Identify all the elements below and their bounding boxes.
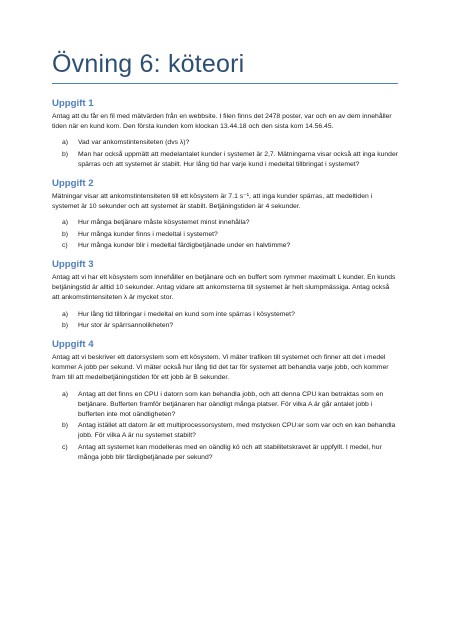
list-item-text: Hur lång tid tillbringar i medeltal en kund som inte spärras i kösystemet? — [78, 310, 295, 318]
section-uppgift-1 — [52, 98, 398, 170]
list-marker: b) — [62, 422, 69, 430]
list-item — [62, 443, 398, 463]
section-heading: Uppgift 2 — [52, 178, 94, 190]
section-heading: Uppgift 1 — [52, 98, 94, 109]
list-item-text: Hur många kunder finns i medeltal i systemet? — [78, 230, 218, 238]
list-item-text: Hur många betjänare måste kösystemet minst innehålla? — [78, 219, 250, 227]
list-item-text: Hur många kunder blir i medeltal färdigbetjänade under en halvtimme? — [78, 241, 291, 249]
list-marker: c) — [62, 443, 68, 451]
document-page — [52, 50, 398, 471]
list-marker: b) — [62, 150, 69, 158]
list-marker: b) — [62, 321, 69, 329]
title-divider — [52, 83, 398, 84]
section-heading: Uppgift 3 — [52, 259, 94, 271]
section-uppgift-3 — [52, 259, 398, 331]
list-marker: a) — [62, 139, 69, 147]
question-list — [62, 390, 398, 463]
section-paragraph: Mätningar visar att ankomstintensiteten till ett kösystem är 7.1 s⁻¹, att inga kunder spärras, att medeltiden i systemet är 10 sekunder och att systemet är stabilt. Betjäningstiden är 4 sekunder. — [52, 193, 373, 211]
list-item — [62, 138, 398, 148]
section-heading: Uppgift 4 — [52, 339, 94, 351]
list-item — [62, 421, 398, 441]
list-item — [62, 150, 398, 170]
list-item-text: Antag istället att datorn är ett multiprocessorsystem, med mstycken CPU:er som var och en kan behandla jobb. För vilka A är nu systemet stabilt? — [78, 422, 396, 440]
section-paragraph: Antag att vi beskriver ett datorsystem som ett kösystem. Vi mäter trafiken till systemet och finner att det i medel kommer A jobb per sekund. Vi mäter också hur lång tid det tar för systemet att behandla varje jobb, och kommer fram till att medelbetjäningstiden för ett jobb är B sekunder. — [52, 354, 389, 382]
list-marker: a) — [62, 390, 69, 398]
list-item-text: Man har också uppmätt att medelantalet kunder i systemet är 2,7. Mätningarna visar också att inga kunder spärras och att systemet är stabilt. Hur lång tid har varje kund i medeltal tillbringat i systemet? — [78, 150, 398, 168]
list-marker: c) — [62, 241, 68, 249]
section-paragraph: Antag att vi har ett kösystem som innehåller en betjänare och en buffert som rymmer maximalt L kunder. En kunds betjäningstid är alltid 10 sekunder. Antag vidare att ankomsterna till systemet är helt slumpmässiga. Antag också att ankomstintensiteten λ är mycket stor. — [52, 274, 396, 302]
list-marker: b) — [62, 230, 69, 238]
section-uppgift-2 — [52, 178, 398, 251]
list-item-text: Hur stor är spärrsannolikheten? — [78, 321, 174, 329]
list-item — [62, 310, 398, 320]
list-item-text: Antag att det finns en CPU i datorn som kan behandla jobb, och att denna CPU kan betraktas som en betjänare. Bufferten framför betjänaren har oändligt många platser. För vilka A är går antalet jobb i bufferten inte mot oändligheten? — [78, 390, 384, 419]
list-marker: a) — [62, 219, 69, 227]
list-marker: a) — [62, 310, 69, 318]
question-list — [62, 138, 398, 170]
section-paragraph: Antag att du får en fil med mätvärden från en webbsite. I filen finns det 2478 poster, var och en av dem innehåller tiden när en kund kom. Den första kunden kom klockan 13.44.18 och den sista kom 14.56.45. — [52, 113, 392, 131]
list-item — [62, 218, 398, 228]
list-item — [62, 230, 398, 240]
list-item — [62, 241, 398, 251]
list-item-text: Antag att systemet kan modelleras med en oändlig kö och att stabilitetskravet är uppfyllt. I medel, hur många jobb blir färdigbetjänade per sekund? — [78, 443, 382, 461]
question-list — [62, 218, 398, 251]
list-item — [62, 321, 398, 331]
question-list — [62, 310, 398, 331]
page-title: Övning 6: köteori — [52, 50, 245, 78]
section-uppgift-4 — [52, 339, 398, 463]
list-item-text: Vad var ankomstintensiteten (dvs λ)? — [78, 139, 190, 147]
list-item — [62, 390, 398, 421]
